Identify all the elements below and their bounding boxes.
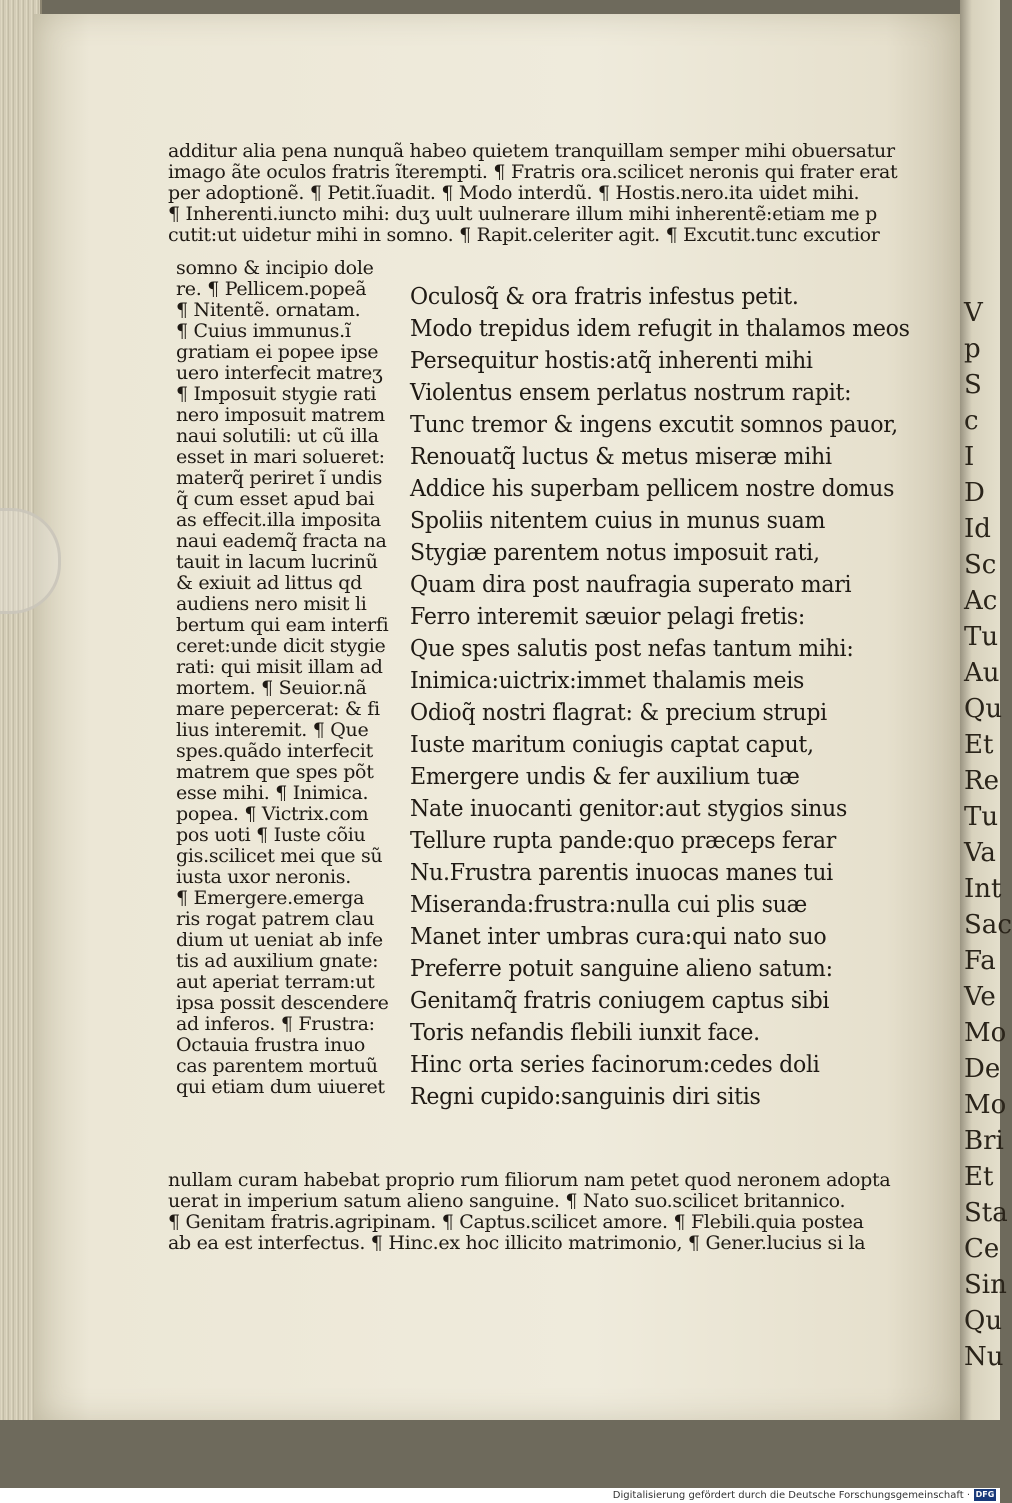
verse-line: Violentus ensem perlatus nostrum rapit: bbox=[410, 380, 852, 406]
commentary-line: lius interemit. ¶ Que bbox=[176, 719, 369, 741]
commentary-line: bertum qui eam interfi bbox=[176, 614, 389, 636]
facing-page-letter: I bbox=[964, 442, 975, 472]
commentary-line: dium ut ueniat ab infe bbox=[176, 929, 383, 951]
commentary-line: q̃ cum esset apud bai bbox=[176, 488, 375, 510]
commentary-line: cas parentem mortuũ bbox=[176, 1055, 378, 1077]
commentary-line: ¶ Nitentẽ. ornatam. bbox=[176, 299, 361, 321]
facing-page-letter: Bri bbox=[964, 1126, 1004, 1156]
commentary-line: mare pepercerat: & fi bbox=[176, 698, 380, 720]
facing-page-letter: D bbox=[964, 478, 985, 508]
commentary-line: naui solutili: ut cũ illa bbox=[176, 425, 379, 447]
commentary-line: ceret:unde dicit stygie bbox=[176, 635, 386, 657]
facing-page-letter: Mo bbox=[964, 1018, 1007, 1048]
commentary-line: aut aperiat terram:ut bbox=[176, 971, 375, 993]
facing-page-letter: S bbox=[964, 370, 982, 400]
facing-page-letter: Ve bbox=[964, 982, 996, 1012]
facing-page-letter: De bbox=[964, 1054, 1001, 1084]
facing-page-letter: Et bbox=[964, 1162, 994, 1192]
commentary-line: esse mihi. ¶ Inimica. bbox=[176, 782, 369, 804]
commentary-line: mortem. ¶ Seuior.nã bbox=[176, 677, 367, 699]
footer-credit: Digitalisierung gefördert durch die Deutsche Forschungsgemeinschaft · bbox=[612, 1490, 970, 1501]
verse-line: Oculosq̃ & ora fratris infestus petit. bbox=[410, 284, 799, 310]
facing-page-letter: Sin bbox=[964, 1270, 1007, 1300]
facing-page-letter: Tu bbox=[964, 622, 999, 652]
facing-page-letter: Ac bbox=[964, 586, 998, 616]
facing-page-letter: Qu bbox=[964, 1306, 1003, 1336]
top-commentary bbox=[168, 141, 897, 246]
commentary-line: gratiam ei popee ipse bbox=[176, 341, 379, 363]
facing-page-letter: V bbox=[964, 298, 983, 328]
verse-line: Tunc tremor & ingens excutit somnos pauor, bbox=[410, 412, 898, 438]
verse-line: Persequitur hostis:atq̃ inherenti mihi bbox=[410, 348, 813, 374]
facing-page-letter: Et bbox=[964, 730, 994, 760]
commentary-line: cutit:ut uidetur mihi in somno. ¶ Rapit.celeriter agit. ¶ Excutit.tunc excutior bbox=[168, 224, 880, 246]
commentary-line: ¶ Inherenti.iuncto mihi: duʒ uult uulnerare illum mihi inherentẽ:etiam me p bbox=[168, 203, 877, 225]
verse-line: Ferro interemit sæuior pelagi fretis: bbox=[410, 604, 806, 630]
verse-line: Preferre potuit sanguine alieno satum: bbox=[410, 956, 833, 982]
verse-line: Addice his superbam pellicem nostre domus bbox=[410, 476, 895, 502]
commentary-line: rati: qui misit illam ad bbox=[176, 656, 383, 678]
verse-line: Toris nefandis flebili iunxit face. bbox=[410, 1020, 760, 1046]
verse-line: Regni cupido:sanguinis diri sitis bbox=[410, 1084, 761, 1110]
verse-line: Renouatq̃ luctus & metus miseræ mihi bbox=[410, 444, 832, 470]
commentary-line: ipsa possit descendere bbox=[176, 992, 389, 1014]
verse-line: Tellure rupta pande:quo præceps ferar bbox=[410, 828, 837, 854]
verse-line: Odioq̃ nostri flagrat: & precium strupi bbox=[410, 700, 827, 726]
facing-page-letter: Va bbox=[964, 838, 996, 868]
facing-page-letter: Re bbox=[964, 766, 999, 796]
facing-page-letter: Qu bbox=[964, 694, 1003, 724]
facing-page-letter: Id bbox=[964, 514, 991, 544]
commentary-line: re. ¶ Pellicem.popeã bbox=[176, 278, 367, 300]
left-commentary bbox=[176, 258, 389, 1098]
commentary-line: pos uoti ¶ Iuste cõiu bbox=[176, 824, 366, 846]
verse-line: Nu.Frustra parentis inuocas manes tui bbox=[410, 860, 833, 886]
facing-page bbox=[960, 0, 1012, 1420]
verse-line: Emergere undis & fer auxilium tuæ bbox=[410, 764, 800, 790]
commentary-line: somno & incipio dole bbox=[176, 257, 374, 279]
commentary-line: additur alia pena nunquã habeo quietem tranquillam semper mihi obuersatur bbox=[168, 140, 895, 162]
verse-line: Stygiæ parentem notus imposuit rati, bbox=[410, 540, 820, 566]
commentary-line: esset in mari solueret: bbox=[176, 446, 385, 468]
verse-line: Spoliis nitentem cuius in munus suam bbox=[410, 508, 826, 534]
verse-line: Genitamq̃ fratris coniugem captus sibi bbox=[410, 988, 830, 1014]
verse-line: Que spes salutis post nefas tantum mihi: bbox=[410, 636, 854, 662]
commentary-line: qui etiam dum uiueret bbox=[176, 1076, 385, 1098]
commentary-line: ab ea est interfectus. ¶ Hinc.ex hoc illicito matrimonio, ¶ Gener.lucius si la bbox=[168, 1232, 866, 1254]
commentary-line: uerat in imperium satum alieno sanguine. ¶ Nato suo.scilicet britannico. bbox=[168, 1190, 846, 1212]
commentary-line: imago ãte oculos fratris ĩterempti. ¶ Fratris ora.scilicet neronis qui frater erat bbox=[168, 161, 898, 183]
commentary-line: spes.quãdo interfecit bbox=[176, 740, 373, 762]
facing-page-letter: Au bbox=[964, 658, 1000, 688]
facing-page-letter: Ce bbox=[964, 1234, 1000, 1264]
commentary-line: ¶ Emergere.emerga bbox=[176, 887, 365, 909]
verse-line: Nate inuocanti genitor:aut stygios sinus bbox=[410, 796, 848, 822]
dfg-logo-icon: DFG bbox=[975, 1490, 995, 1499]
facing-page-letter: Fa bbox=[964, 946, 996, 976]
commentary-line: nero imposuit matrem bbox=[176, 404, 385, 426]
verse-line: Miseranda:frustra:nulla cui plis suæ bbox=[410, 892, 808, 918]
verse-line: Iuste maritum coniugis captat caput, bbox=[410, 732, 814, 758]
verse-line: Hinc orta series facinorum:cedes doli bbox=[410, 1052, 820, 1078]
commentary-line: gis.scilicet mei que sũ bbox=[176, 845, 383, 867]
commentary-line: popea. ¶ Victrix.com bbox=[176, 803, 369, 825]
facing-page-letter: Sac bbox=[964, 910, 1012, 940]
facing-page-letter: Int bbox=[964, 874, 1002, 904]
commentary-line: uero interfecit matreʒ bbox=[176, 362, 383, 384]
facing-page-letter: Sc bbox=[964, 550, 997, 580]
commentary-line: iusta uxor neronis. bbox=[176, 866, 351, 888]
facing-page-letter: p bbox=[964, 334, 981, 364]
commentary-line: matrem que spes põt bbox=[176, 761, 374, 783]
facing-page-letter: c bbox=[964, 406, 979, 436]
commentary-line: ¶ Cuius immunus.ĩ bbox=[176, 320, 351, 342]
commentary-line: ad inferos. ¶ Frustra: bbox=[176, 1013, 375, 1035]
facing-page-letter: Sta bbox=[964, 1198, 1008, 1228]
commentary-line: as effecit.illa imposita bbox=[176, 509, 381, 531]
commentary-line: tauit in lacum lucrinũ bbox=[176, 551, 378, 573]
commentary-line: ¶ Imposuit stygie rati bbox=[176, 383, 377, 405]
commentary-line: Octauia frustra inuo bbox=[176, 1034, 366, 1056]
verse-line: Modo trepidus idem refugit in thalamos meos bbox=[410, 316, 910, 342]
commentary-line: ris rogat patrem clau bbox=[176, 908, 375, 930]
verse-column bbox=[410, 281, 931, 1113]
facing-page-letter: Tu bbox=[964, 802, 999, 832]
commentary-line: naui eademq̃ fracta na bbox=[176, 530, 387, 552]
commentary-line: materq̃ periret ĩ undis bbox=[176, 467, 383, 489]
verse-line: Inimica:uictrix:immet thalamis meis bbox=[410, 668, 805, 694]
commentary-line: ¶ Genitam fratris.agripinam. ¶ Captus.scilicet amore. ¶ Flebili.quia postea bbox=[168, 1211, 864, 1233]
commentary-line: tis ad auxilium gnate: bbox=[176, 950, 379, 972]
commentary-line: nullam curam habebat proprio rum filiorum nam petet quod neronem adopta bbox=[168, 1169, 891, 1191]
bottom-commentary bbox=[168, 1170, 890, 1254]
commentary-line: & exiuit ad littus qd bbox=[176, 572, 362, 594]
verse-line: Manet inter umbras cura:qui nato suo bbox=[410, 924, 827, 950]
commentary-line: audiens nero misit li bbox=[176, 593, 367, 615]
facing-page-letter: Mo bbox=[964, 1090, 1007, 1120]
commentary-line: per adoptionẽ. ¶ Petit.ĩuadit. ¶ Modo interdũ. ¶ Hostis.nero.ita uidet mihi. bbox=[168, 182, 860, 204]
verse-line: Quam dira post naufragia superato mari bbox=[410, 572, 852, 598]
facing-page-letter: Nu bbox=[964, 1342, 1004, 1372]
